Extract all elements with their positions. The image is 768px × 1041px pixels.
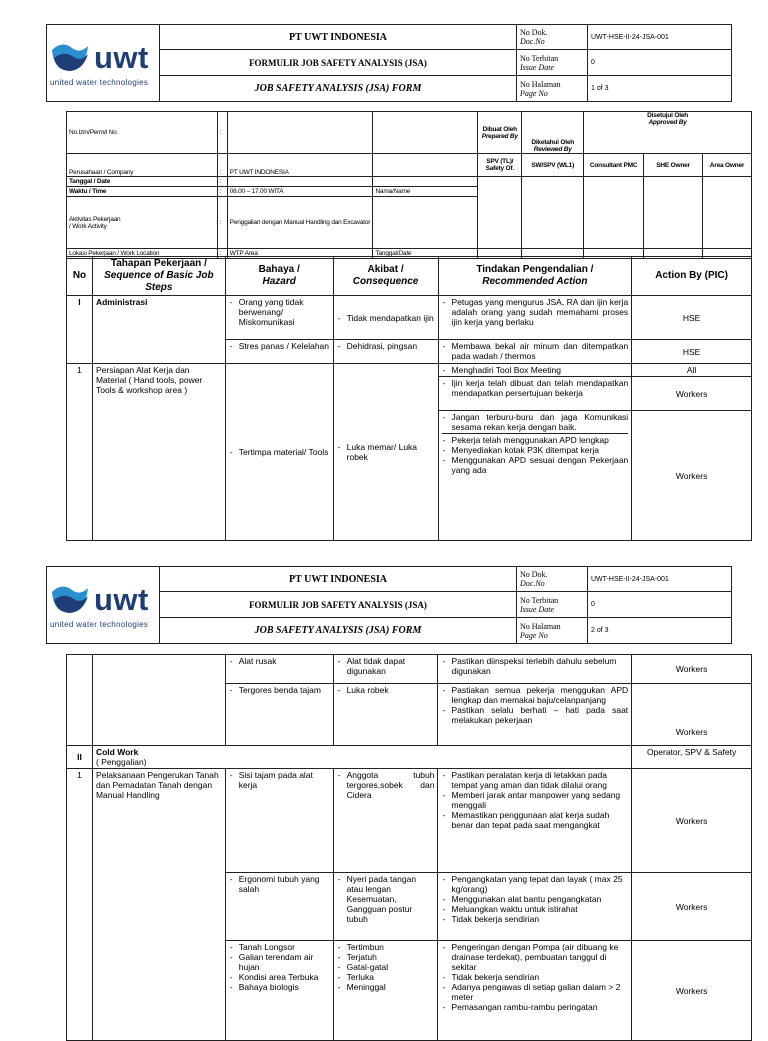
date-value[interactable] [227, 177, 373, 187]
section-pic: Operator, SPV & Safety [632, 746, 752, 769]
signature-cell [478, 177, 522, 249]
name-label: Nama/Name [373, 187, 478, 197]
logo-tagline: united water technologies [50, 620, 149, 629]
blank-cell [373, 154, 478, 177]
swspv-role: SW/SPV (WL1) [522, 154, 584, 177]
consequence-cell: - Nyeri pada tangan atau lengan Kesemuatan, Gangguan postur tubuh [333, 873, 438, 941]
doc-no-value: UWT-HSE-II-24-JSA-001 [588, 567, 732, 592]
hazard-cell: - Stres panas / Kelelahan [225, 340, 333, 364]
hazard-cell: - Sisi tajam pada alat kerja [225, 769, 333, 873]
page-value: 1 of 3 [588, 76, 732, 102]
area-owner-role: Area Owner [703, 154, 752, 177]
table-row [67, 296, 752, 340]
step-cell: Persiapan Alat Kerja dan Material ( Hand tools, power Tools & workshop area ) [92, 364, 225, 541]
doc-no-label: No Dok. Doc.No [517, 567, 588, 592]
colon: : [217, 112, 227, 154]
blank-cell [67, 655, 93, 746]
pic-cell: All [632, 364, 752, 377]
col-action-header: Tindakan Pengendalian / Recommended Action [438, 257, 632, 296]
col-no-header: No [67, 257, 93, 296]
permit-no-label: No.Izin/Permit No. [67, 112, 218, 154]
action-cell: - Pengeringan dengan Pompa (air dibuang ke drainase terdekat), pembuatan tanggul di sekitar - Tidak bekerja sendirian - Adanya pengawas di setiap galian dalam > 2 meter - Pemasangan rambu-rambu peringatan [438, 941, 632, 1041]
hazard-cell: - Tanah Longsor - Galian terendam air hujan - Kondisi area Terbuka - Bahaya biologis [225, 941, 333, 1041]
doc-no-value: UWT-HSE-II-24-JSA-001 [588, 25, 732, 50]
reviewed-by-label: Diketahui Oleh Reviewed By [522, 112, 584, 154]
action-cell: - Pastikan peralatan kerja di letakkan pada tempat yang aman dan tidak dilalui orang - Memberi jarak antar manpower yang sedang menggali - Memastikan penggunaan alat kerja sudah benar dan tepat pada saat mengangkat [438, 769, 632, 873]
signature-cell [584, 177, 644, 249]
hazard-cell: - Tergores benda tajam [225, 684, 333, 746]
blank-cell [92, 655, 225, 746]
section-no: I [67, 296, 93, 364]
company-value: PT UWT INDONESIA [227, 154, 373, 177]
pic-cell: Workers [632, 655, 752, 684]
logo-wordmark: uwt [94, 40, 149, 75]
logo-cell [47, 567, 160, 644]
colon: : [217, 154, 227, 177]
prepared-by-label: Dibuat Oleh Prepared By [478, 112, 522, 154]
document-header [46, 566, 732, 644]
issue-label: No Terbitan Issue Date [517, 592, 588, 618]
consequence-cell: - Anggota tubuh tergores,sobek dan Cidera [333, 769, 438, 873]
consequence-cell: - Dehidrasi, pingsan [333, 340, 438, 364]
company-label: Perusahaan / Company [67, 154, 218, 177]
permit-no-value[interactable] [227, 112, 373, 154]
blank-cell [373, 112, 478, 154]
form-title-en: JOB SAFETY ANALYSIS (JSA) FORM [160, 76, 517, 102]
action-cell: - Pastikan diinspeksi terlebih dahulu sebelum digunakan [438, 655, 632, 684]
col-pic-header: Action By (PIC) [632, 257, 752, 296]
pic-cell: HSE [632, 296, 752, 340]
logo-tagline: united water technologies [50, 78, 149, 87]
location-label: Lokasi Pekerjaan / Work Location [67, 249, 218, 259]
location-value: WTP Area [227, 249, 373, 259]
col-step-header: Tahapan Pekerjaan / Sequence of Basic Job Steps [92, 257, 225, 296]
pic-cell: Workers [632, 873, 752, 941]
name-value[interactable] [373, 197, 478, 249]
jsa-table-page-1 [66, 256, 752, 541]
activity-label: Aktivitas Pekerjaan / Work Activity [67, 197, 218, 249]
action-cell: - Petugas yang mengurus JSA, RA dan ijin kerja adalah orang yang sudah memahami proses ijin kerja yang berlaku [438, 296, 632, 340]
hazard-cell: - Tertimpa material/ Tools [225, 364, 333, 541]
page-label: No Halaman Page No [517, 76, 588, 102]
form-title: FORMULIR JOB SAFETY ANALYSIS (JSA) [160, 592, 517, 618]
company-logo [47, 572, 159, 638]
action-cell: - Pastiakan semua pekerja menggukan APD lengkap dan memakai baju/celanpanjang - Pastikan selalu berhati – hati pada saat melakukan pekerjaan [438, 684, 632, 746]
consequence-cell: - Luka robek [333, 684, 438, 746]
table-row [67, 769, 752, 873]
section-no: II [67, 746, 93, 769]
colon: : [217, 197, 227, 249]
action-cell: - Ijin kerja telah dibuat dan telah mendapatkan mendapatkan persertujuan bekerja [438, 377, 632, 411]
document-header [46, 24, 732, 102]
page-label: No Halaman Page No [517, 618, 588, 644]
action-cell: - Pengangkatan yang tepat dan layak ( max 25 kg/orang) - Menggunakan alat bantu pengangkatan - Meluangkan waktu untuk istirahat - Tidak bekerja sendirian [438, 873, 632, 941]
page-value: 2 of 3 [588, 618, 732, 644]
consultant-role: Consultant PMC [584, 154, 644, 177]
section-title: Administrasi [92, 296, 225, 364]
col-consequence-header: Akibat / Consequence [333, 257, 438, 296]
company-logo [47, 30, 159, 96]
table-row [67, 364, 752, 377]
section-row [67, 746, 752, 769]
signature-cell [703, 177, 752, 249]
hazard-cell: - Alat rusak [225, 655, 333, 684]
issue-label: No Terbitan Issue Date [517, 50, 588, 76]
form-title: FORMULIR JOB SAFETY ANALYSIS (JSA) [160, 50, 517, 76]
consequence-cell: - Tertimbun - Terjatuh - Gatal-gatal - Terluka - Meninggal [333, 941, 438, 1041]
issue-value: 0 [588, 592, 732, 618]
hazard-cell: - Ergonomi tubuh yang salah [225, 873, 333, 941]
she-role: SHE Owner [644, 154, 703, 177]
time-label: Waktu / Time [67, 187, 218, 197]
approved-by-label: Disetujui Oleh Approved By [584, 112, 752, 154]
pic-cell: Workers [632, 377, 752, 411]
tgl-label: Tanggal/Date [373, 249, 478, 259]
step-cell: Pelaksanaan Pengerukan Tanah dan Pemadatan Tanah dengan Manual Handling [92, 769, 225, 1041]
col-hazard-header: Bahaya / Hazard [225, 257, 333, 296]
logo-wordmark: uwt [94, 582, 149, 617]
table-row [67, 655, 752, 684]
doc-no-label: No Dok. Doc.No [517, 25, 588, 50]
spv-role: SPV (TL)/ Safety Of. [478, 154, 522, 177]
page-2 [0, 554, 768, 1024]
company-title: PT UWT INDONESIA [160, 25, 517, 50]
pic-cell: Workers [632, 411, 752, 541]
water-drop-logo-icon [50, 40, 90, 74]
colon: : [217, 187, 227, 197]
company-title: PT UWT INDONESIA [160, 567, 517, 592]
section-title: Cold Work ( Penggalian) [92, 746, 631, 769]
hazard-cell: - Orang yang tidak berwenang/ Miskomunikasi [225, 296, 333, 340]
step-no: 1 [67, 769, 93, 1041]
consequence-cell: - Alat tidak dapat digunakan [333, 655, 438, 684]
jsa-table-page-2 [66, 654, 752, 1041]
pic-cell: Workers [632, 769, 752, 873]
consequence-cell: - Luka memar/ Luka robek [333, 364, 438, 541]
logo-cell [47, 25, 160, 102]
pic-cell: Workers [632, 684, 752, 746]
signature-cell [522, 177, 584, 249]
activity-value: Penggalian dengan Manual Handling dan Excavator [227, 197, 373, 249]
step-no: 1 [67, 364, 93, 541]
action-cell: - Membawa bekal air minum dan ditempatkan pada wadah / thermos [438, 340, 632, 364]
issue-value: 0 [588, 50, 732, 76]
action-cell: - Jangan terburu-buru dan jaga Komunikasi sesama rekan kerja dengan baik. - Pekerja telah menggunakan APD lengkap - Menyediakan kotak P3K ditempat kerja - Menggunakan APD sesuai dengan Pekerjaan yang ada [438, 411, 632, 541]
blank-cell [373, 177, 478, 187]
signature-cell [644, 177, 703, 249]
pic-cell: Workers [632, 941, 752, 1041]
time-value: 08.00 – 17.00 WITA [227, 187, 373, 197]
colon: : [217, 177, 227, 187]
permit-info-table [66, 111, 752, 259]
consequence-cell: - Tidak mendapatkan ijin [333, 296, 438, 340]
form-title-en: JOB SAFETY ANALYSIS (JSA) FORM [160, 618, 517, 644]
action-cell: - Menghadiri Tool Box Meeting [438, 364, 632, 377]
colon: : [217, 249, 227, 259]
date-label: Tanggal / Date [67, 177, 218, 187]
pic-cell: HSE [632, 340, 752, 364]
water-drop-logo-icon [50, 582, 90, 616]
